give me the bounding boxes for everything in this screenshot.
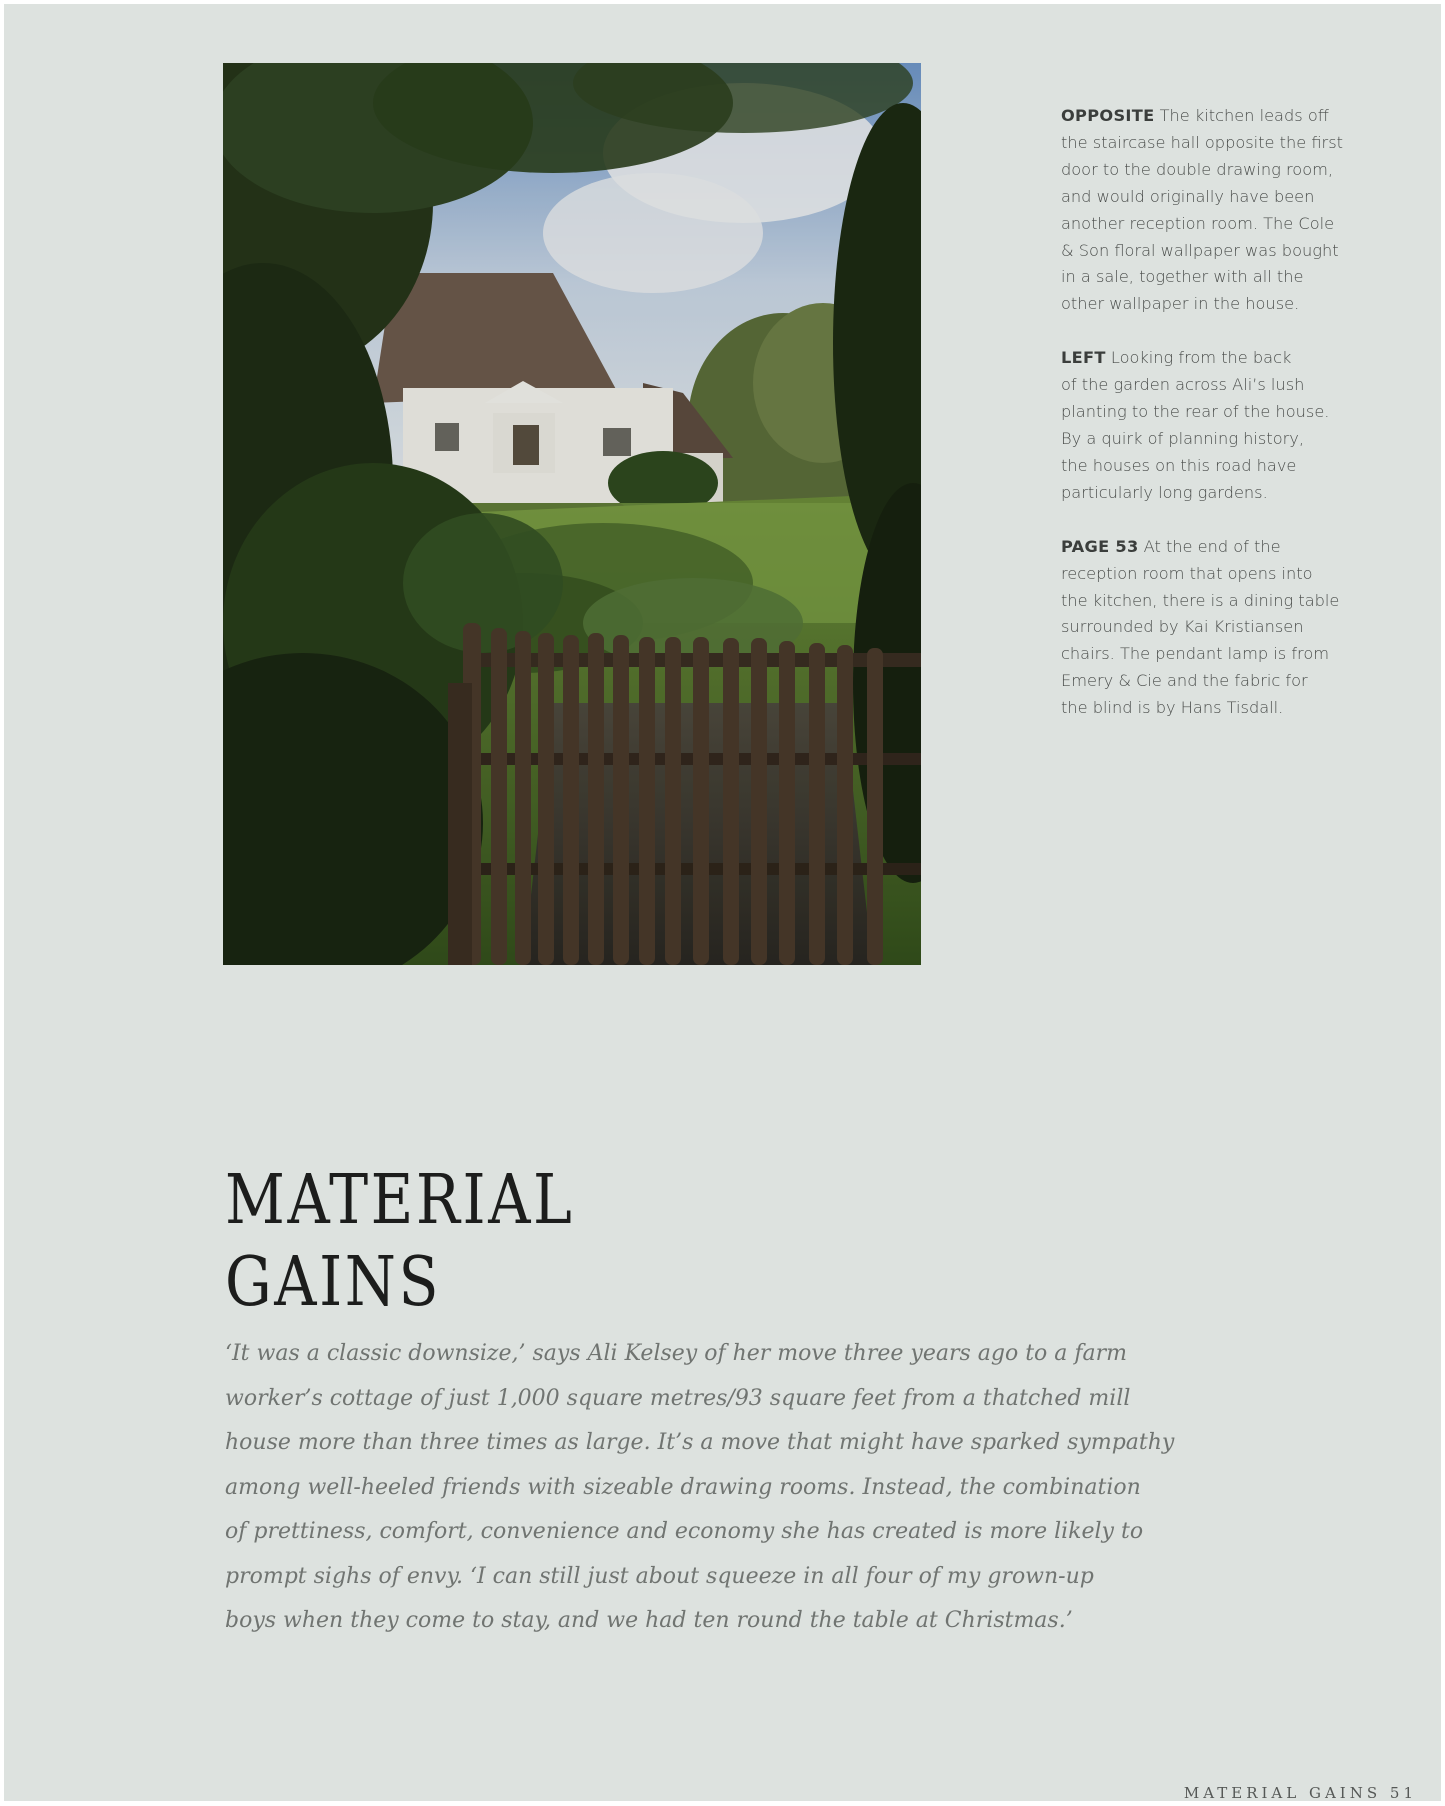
caption-text-line: planting to the rear of the house.: [1061, 402, 1330, 422]
intro-paragraph: [225, 1332, 1175, 1644]
page-number: 51: [1389, 1784, 1417, 1802]
article-title-line-2: GAINS: [225, 1242, 442, 1322]
article-title-line-1: MATERIAL: [225, 1160, 575, 1240]
caption-page-53: [1061, 534, 1391, 722]
caption-text-line: The kitchen leads off: [1159, 106, 1329, 125]
caption-label: PAGE 53: [1061, 536, 1139, 556]
caption-text-line: the staircase hall opposite the first: [1061, 132, 1343, 152]
caption-left: [1061, 345, 1391, 506]
intro-line: house more than three times as large. It’s a move that might have sparked sympathy: [225, 1430, 1175, 1455]
caption-text-line: in a sale, together with all the: [1061, 267, 1304, 287]
intro-line: among well-heeled friends with sizeable drawing rooms. Instead, the combination: [225, 1474, 1141, 1500]
caption-text-line: particularly long gardens.: [1061, 482, 1268, 502]
caption-opposite: [1061, 103, 1391, 318]
caption-text-line: Emery & Cie and the fabric for: [1061, 671, 1308, 691]
intro-line: worker’s cottage of just 1,000 square metres/93 square feet from a thatched mill: [225, 1385, 1131, 1411]
caption-text-line: of the garden across Ali’s lush: [1061, 375, 1305, 395]
cottage-garden-illustration: [223, 63, 921, 965]
article-title: [225, 1160, 574, 1324]
photo-captions: [1061, 103, 1391, 749]
caption-text-line: At the end of the: [1143, 536, 1281, 556]
caption-text-line: and would originally have been: [1061, 186, 1315, 206]
caption-text-line: the blind is by Hans Tisdall.: [1061, 698, 1284, 718]
running-head: MATERIAL GAINS: [1183, 1784, 1382, 1802]
caption-label: OPPOSITE: [1061, 106, 1155, 125]
caption-text-line: the houses on this road have: [1061, 455, 1297, 475]
caption-text-line: door to the double drawing room,: [1061, 159, 1334, 179]
caption-text-line: chairs. The pendant lamp is from: [1061, 644, 1330, 664]
caption-text-line: other wallpaper in the house.: [1061, 294, 1300, 314]
page-footer: [1184, 1784, 1417, 1802]
caption-text-line: & Son floral wallpaper was bought: [1061, 240, 1339, 260]
caption-label: LEFT: [1061, 348, 1106, 368]
caption-text-line: By a quirk of planning history,: [1061, 428, 1304, 448]
garden-gate-photo: [223, 63, 921, 965]
intro-line: ‘It was a classic downsize,’ says Ali Kelsey of her move three years ago to a farm: [225, 1341, 1128, 1366]
caption-text-line: surrounded by Kai Kristiansen: [1061, 617, 1304, 637]
intro-line: prompt sighs of envy. ‘I can still just about squeeze in all four of my grown-up: [225, 1563, 1094, 1589]
intro-line: boys when they come to stay, and we had ten round the table at Christmas.’: [225, 1608, 1073, 1633]
caption-text-line: the kitchen, there is a dining table: [1061, 590, 1340, 610]
caption-text-line: another reception room. The Cole: [1061, 213, 1335, 233]
caption-text-line: Looking from the back: [1110, 348, 1292, 368]
intro-line: of prettiness, comfort, convenience and economy she has created is more likely to: [225, 1519, 1144, 1544]
book-page: [4, 4, 1441, 1801]
caption-text-line: reception room that opens into: [1061, 563, 1313, 583]
